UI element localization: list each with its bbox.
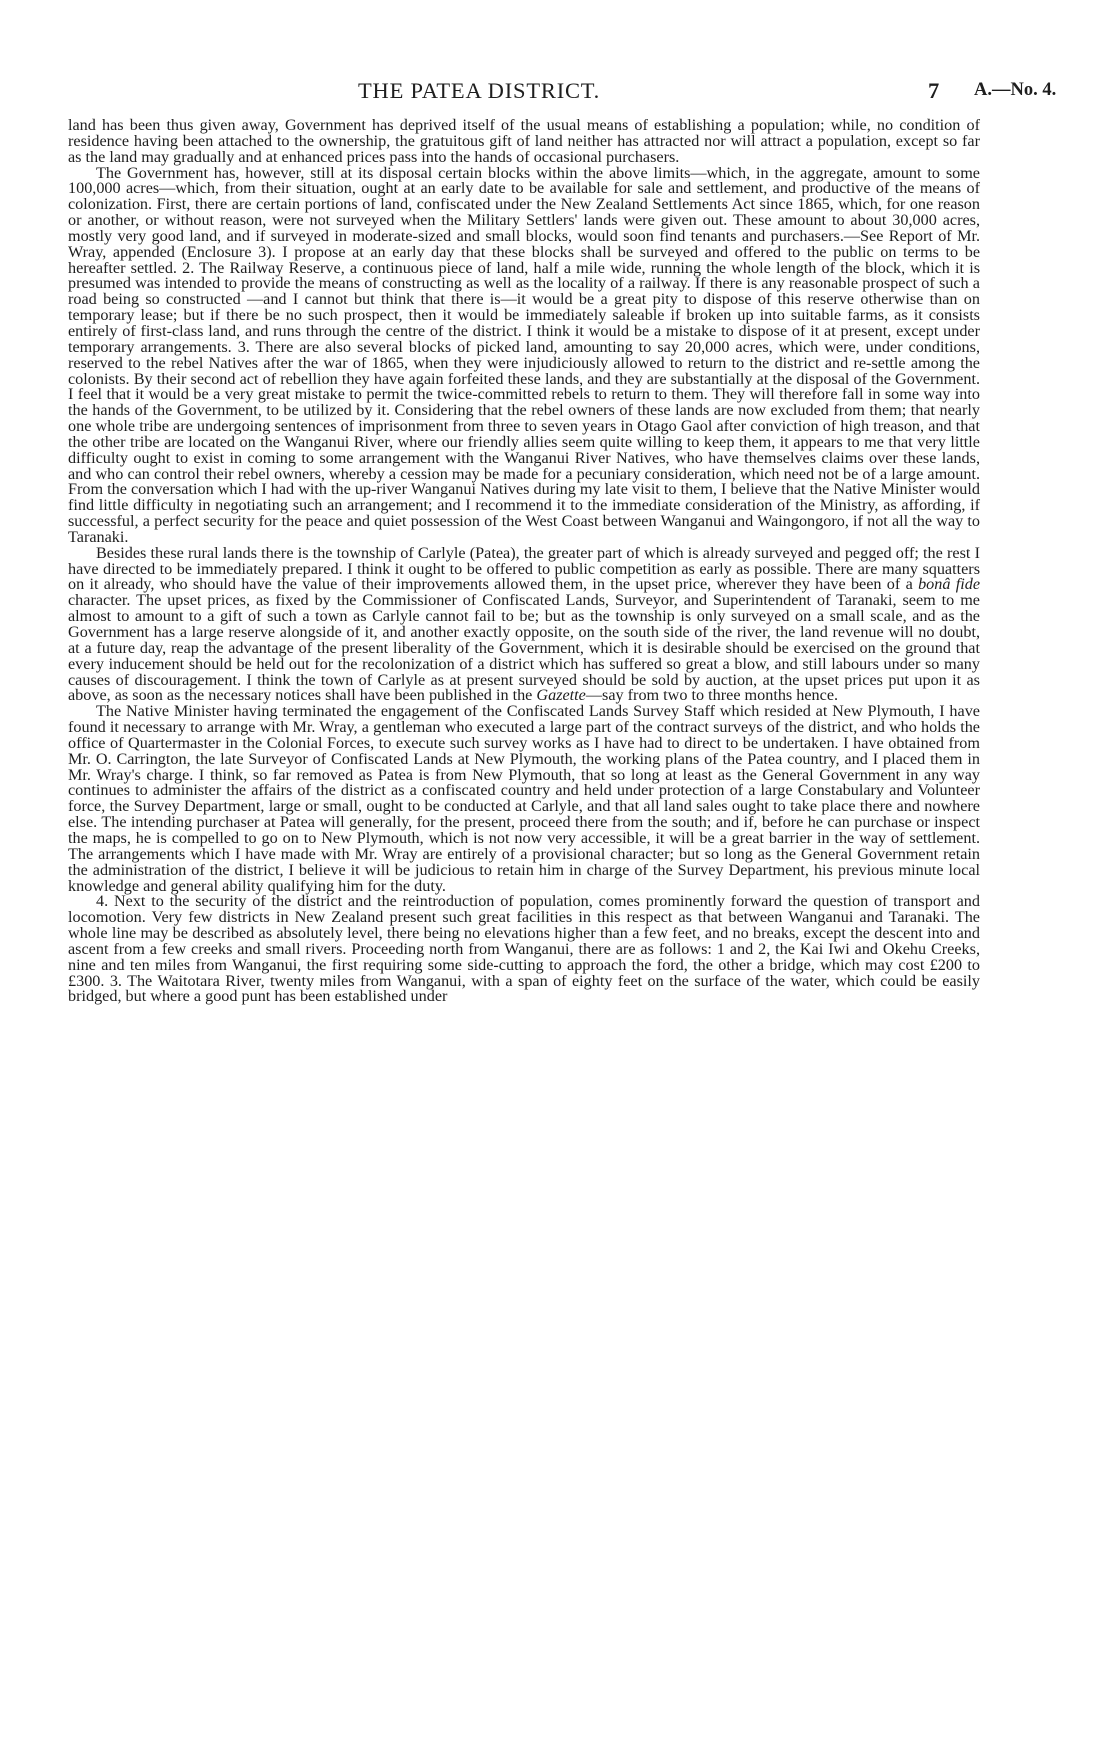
paragraph-1: land has been thus given away, Government has deprived itself of the usual means of establishing a population; while, no condition of residence having been attached to the ownership, the gratuitous gift of land neither has attracted nor will attract a population, except so far as the land may gradually and at enhanced prices pass into the hands of occasional purchasers. (68, 116, 980, 166)
paragraph-3-text-a: Besides these rural lands there is the township of Carlyle (Patea), the greater part of which is already surveyed and pegged off; the rest I have directed to be immediately prepared. I think it ought to be offered to public competition as early as possible. There are many squatters on it already, who should have the value of their improvements allowed them, in the upset price, wherever they have been of a (68, 543, 980, 594)
paragraph-2: The Government has, however, still at its disposal certain blocks within the above limits—which, in the aggregate, amount to some 100,000 acres—which, from their situation, ought at an early date to be available for sale and settlement, and productive of the means of colonization. First, there are certain portions of land, confiscated under the New Zealand Settlements Act since 1865, which, for one reason or another, or without reason, were not surveyed when the Military Settlers' lands were given out. These amount to about 30,000 acres, mostly very good land, and if surveyed in moderate-sized and small blocks, would soon find tenants and purchasers.—See Report of Mr. Wray, appended (Enclosure 3). I propose at an early day that these blocks shall be surveyed and offered to the public on terms to be hereafter settled. 2. The Railway Reserve, a continuous piece of land, half a mile wide, running the whole length of the block, which it is presumed was intended to provide the means of constructing as well as the locality of a railway. If there is any reasonable prospect of such a road being so constructed —and I cannot but think that there is—it would be a great pity to dispose of this reserve otherwise than on temporary lease; but if there be no such prospect, then it would be immediately saleable if broken up into suitable farms, as it consists entirely of first-class land, and runs through the centre of the district. I think it would be a mistake to dispose of it at present, except under temporary arrangements. 3. There are also several blocks of picked land, amounting to say 20,000 acres, which were, under conditions, reserved to the rebel Natives after the war of 1865, when they were injudiciously allowed to return to the district and re-settle among the colonists. By their second act of rebellion they have again forfeited these lands, and they are substantially at the disposal of the Government. I feel that it would be a very great mistake to permit the twice-committed rebels to return to them. They will therefore fall in some way into the hands of the Government, to be utilized by it. Considering that the rebel owners of these lands are now excluded from them; that nearly one whole tribe are undergoing sentences of imprisonment from three to seven years in Otago Gaol after conviction of high treason, and that the other tribe are located on the Wanganui River, where our friendly allies seem quite willing to keep them, it appears to me that very little difficulty ought to exist in coming to some arrangement with the Wanganui River Natives, who have themselves claims over these lands, and who can control their rebel owners, whereby a cession may be made for a pecuniary consideration, which need not be of a large amount. From the conversation which I had with the up-river Wanganui Natives during my late visit to them, I believe that the Native Minister would find little difficulty in negotiating such an arrangement; and I recommend it to the immediate consideration of the Ministry, as affording, if successful, a perfect security for the peace and quiet possession of the West Coast between Wanganui and Waingongoro, if not all the way to Taranaki. (68, 163, 980, 546)
page-header (68, 78, 1057, 118)
italic-gazette: Gazette (536, 686, 586, 705)
italic-bona-fide: bonâ fide (918, 575, 980, 594)
page-number: 7 (928, 78, 940, 103)
paragraph-3-text-c: —say from two to three months hence. (585, 686, 839, 705)
document-reference: A.—No. 4. (974, 80, 1057, 100)
page-title: THE PATEA DISTRICT. (358, 78, 601, 103)
paragraph-3 (68, 543, 980, 705)
paragraph-3-text-b: character. The upset prices, as fixed by the Commissioner of Confiscated Lands, Surveyor, and Superintendent of Taranaki, seem to me almost to amount to a gift of such a town as Carlyle cannot fail to be; but as the township is only surveyed on a small scale, and as the Government has a large reserve alongside of it, and another exactly opposite, on the south side of the river, the land revenue will no doubt, at a future day, reap the advantage of the present liberality of the Government, which it is desirable should be exercised on the ground that every inducement should be held out for the recolonization of a district which has suffered so great a blow, and still labours under so many causes of discouragement. I think the town of Carlyle as at present surveyed should be sold by auction, at the upset prices put upon it as above, as soon as the necessary notices shall have been published in the (68, 591, 980, 705)
body-text (68, 118, 980, 1005)
paragraph-4: The Native Minister having terminated the engagement of the Confiscated Lands Survey Staff which resided at New Plymouth, I have found it necessary to arrange with Mr. Wray, a gentleman who executed a large part of the contract surveys of the district, and who holds the office of Quartermaster in the Colonial Forces, to execute such survey works as I have had to direct to be undertaken. I have obtained from Mr. O. Carrington, the late Surveyor of Confiscated Lands at New Plymouth, the working plans of the Patea country, and I placed them in Mr. Wray's charge. I think, so far removed as Patea is from New Plymouth, that so long at least as the General Government in any way continues to administer the affairs of the district as a confiscated country and held under protection of a large Constabulary and Volunteer force, the Survey Department, large or small, ought to be conducted at Carlyle, and that all land sales ought to take place there and nowhere else. The intending purchaser at Patea will generally, for the present, proceed there from the south; and if, before he can purchase or inspect the maps, he is compelled to go on to New Plymouth, which is not now very accessible, it will be a great barrier in the way of settlement. The arrangements which I have made with Mr. Wray are entirely of a provisional character; but so long as the General Government retain the administration of the district, I believe it will be judicious to retain him in charge of the Survey Department, his previous minute local knowledge and general ability qualifying him for the duty. (68, 702, 980, 895)
paragraph-5: 4. Next to the security of the district and the reintroduction of population, comes prominently forward the question of transport and locomotion. Very few districts in New Zealand present such great facilities in this respect as that between Wanganui and Taranaki. The whole line may be described as absolutely level, there being no elevations higher than a few feet, and no breaks, except the descent into and ascent from a few creeks and small rivers. Proceeding north from Wanganui, there are as follows: 1 and 2, the Kai Iwi and Okehu Creeks, nine and ten miles from Wanganui, the first requiring some side-cutting to approach the ford, the other a bridge, which may cost £200 to £300. 3. The Waitotara River, twenty miles from Wanganui, with a span of eighty feet on the surface of the water, which could be easily bridged, but where a good punt has been established under (68, 892, 980, 1006)
